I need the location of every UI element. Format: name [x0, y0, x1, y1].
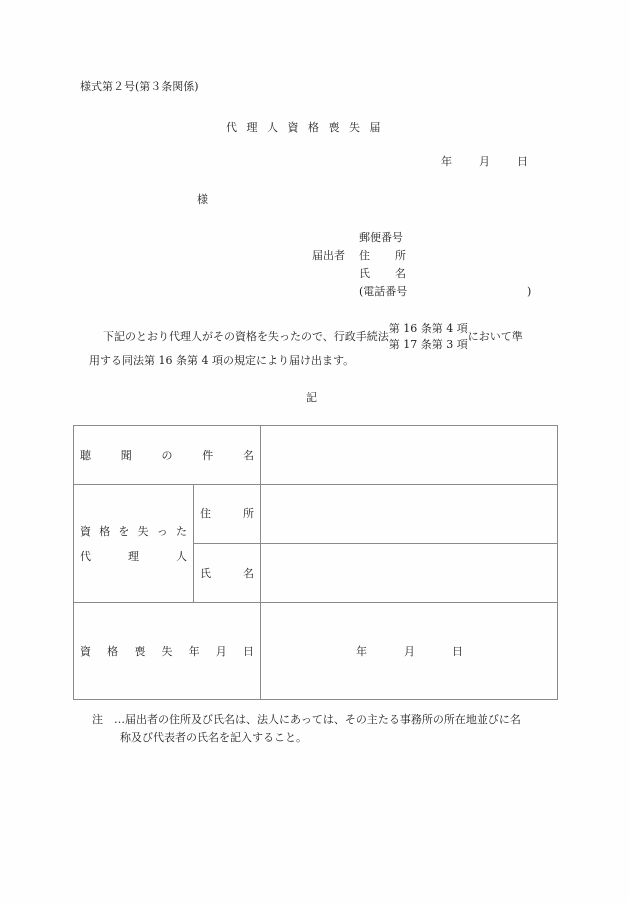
ki-heading: 記	[306, 391, 317, 404]
phone-close-paren: )	[527, 285, 532, 298]
label-char: 日	[242, 645, 254, 658]
year-label: 年	[441, 155, 452, 168]
loss-date-input[interactable]	[261, 603, 558, 700]
label-char: 所	[243, 506, 254, 520]
agent-address-input[interactable]	[261, 485, 558, 544]
label-char: を	[118, 525, 130, 538]
label-char: 人	[176, 550, 187, 563]
label-char: 資	[80, 645, 91, 658]
label-char: 格	[107, 645, 119, 658]
law-option-17-3: 第 17 条第 3 項	[388, 338, 468, 351]
applicant-label: 届出者	[312, 249, 345, 262]
submission-date	[441, 156, 528, 167]
month-label: 月	[479, 155, 490, 168]
label-char: 代	[80, 550, 91, 563]
label-char: 失	[161, 645, 173, 658]
label-char: 喪	[134, 645, 146, 658]
day-label: 日	[517, 155, 528, 168]
document-title: 代理人資格喪失届	[226, 121, 390, 134]
note-line1: 届出者の住所及び氏名は、法人にあっては、その主たる事務所の所在地並びに名	[125, 713, 521, 726]
law-option-16-4: 第 16 条第 4 項	[388, 322, 468, 335]
loss-day-label: 日	[452, 645, 463, 658]
label-char: 名	[243, 449, 254, 462]
name-label-char1: 氏	[359, 267, 370, 280]
lost-agent-label-cell	[74, 485, 194, 603]
declaration-line2: 用する同法第 16 条第 4 項の規定により届け出ます。	[89, 354, 355, 367]
address-label-char2: 所	[395, 249, 406, 262]
agent-name-input[interactable]	[261, 544, 558, 603]
footnote	[92, 711, 521, 747]
label-char: 失	[137, 525, 149, 538]
label-char: 月	[215, 645, 227, 658]
loss-month-label: 月	[404, 645, 415, 658]
hearing-case-input[interactable]	[261, 426, 558, 485]
note-prefix: 注 …	[92, 713, 125, 726]
hearing-case-label-cell	[74, 426, 261, 485]
label-char: 資	[80, 525, 91, 538]
declaration-table	[73, 425, 558, 700]
declaration-text	[89, 321, 562, 367]
postal-code-label: 郵便番号	[359, 231, 403, 244]
address-label-char1: 住	[359, 249, 370, 262]
name-label-char2: 名	[395, 267, 406, 280]
loss-date-label-cell	[74, 603, 261, 700]
phone-label: (電話番号	[359, 285, 408, 298]
form-number: 様式第２号(第３条関係)	[80, 80, 199, 93]
label-char: 名	[243, 567, 254, 580]
label-char: 理	[128, 550, 139, 563]
note-line2: 称及び代表者の氏名を記入すること。	[120, 731, 307, 744]
declaration-line1-prefix: 下記のとおり代理人がその資格を失ったので、行政手続法	[103, 330, 389, 343]
label-char: っ	[156, 525, 168, 538]
agent-name-label-cell	[194, 544, 261, 603]
label-char: の	[161, 449, 173, 462]
label-char: た	[175, 525, 187, 538]
label-char: 聴	[80, 449, 91, 462]
declaration-line1-suffix: において準	[467, 330, 523, 343]
label-char: 住	[200, 506, 211, 520]
label-char: 件	[202, 449, 214, 462]
loss-year-label: 年	[356, 645, 367, 658]
label-char: 格	[99, 525, 111, 538]
label-char: 聞	[120, 449, 132, 462]
label-char: 氏	[200, 567, 211, 580]
addressee-suffix: 様	[197, 193, 208, 206]
label-char: 年	[188, 645, 200, 658]
law-article-options	[389, 321, 468, 353]
agent-address-label-cell	[194, 485, 261, 544]
